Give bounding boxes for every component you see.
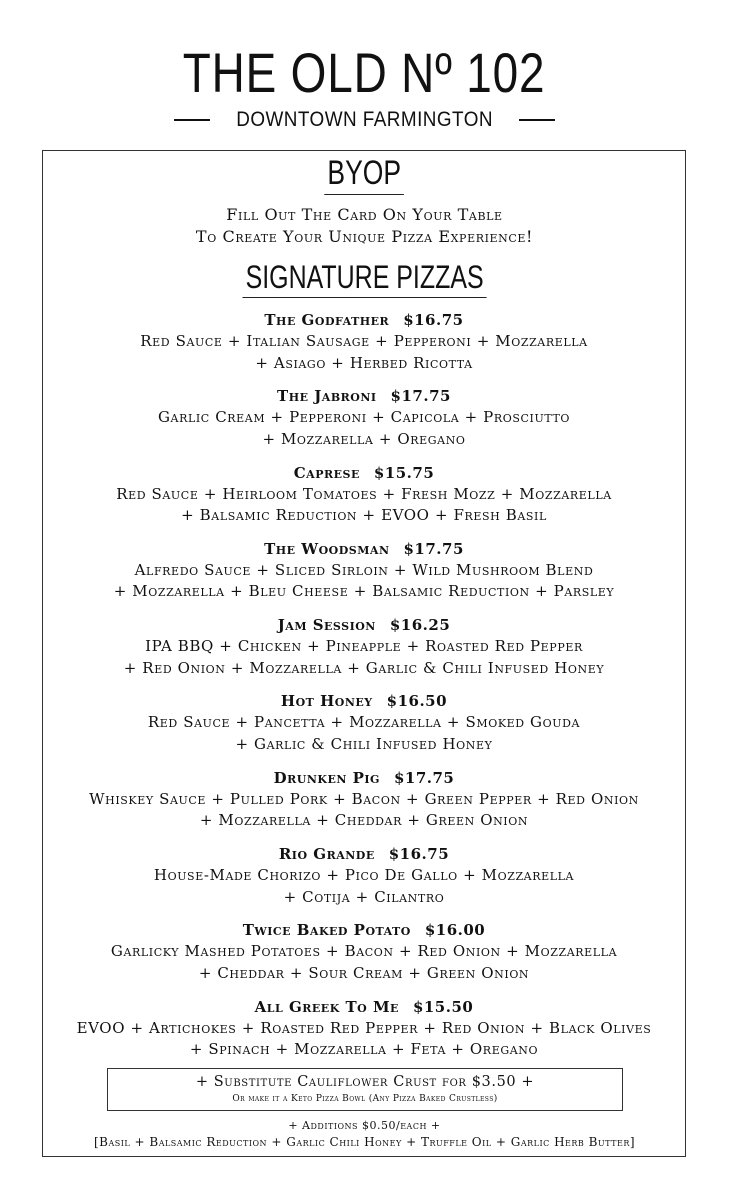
pizza-price: $15.50 bbox=[412, 997, 474, 1016]
pizza-title bbox=[42, 768, 686, 789]
pizza-title bbox=[42, 463, 686, 484]
pizza-name: Caprese bbox=[293, 463, 360, 482]
pizza-item bbox=[42, 539, 686, 615]
byop-instructions bbox=[0, 204, 729, 248]
pizza-ingredients-2: + Mozzarella + Oregano bbox=[262, 429, 466, 448]
pizza-ingredients-2: + Red Onion + Mozzarella + Garlic & Chili Infused Honey bbox=[123, 658, 605, 677]
pizza-title bbox=[42, 920, 686, 941]
pizza-ingredients-2: + Balsamic Reduction + EVOO + Fresh Basil bbox=[181, 506, 547, 525]
pizza-title bbox=[42, 844, 686, 865]
pizza-price: $16.25 bbox=[389, 616, 451, 635]
pizza-item bbox=[42, 386, 686, 462]
location-subtitle bbox=[0, 108, 729, 132]
pizza-name: Drunken Pig bbox=[273, 768, 380, 787]
substitute-crust-text: + Substitute Cauliflower Crust for $3.50 + bbox=[195, 1074, 535, 1090]
left-rule bbox=[174, 119, 210, 121]
pizza-title bbox=[42, 615, 686, 636]
pizza-item bbox=[42, 463, 686, 539]
pizza-ingredients-1: Garlic Cream + Pepperoni + Capicola + Prosciutto bbox=[157, 408, 571, 427]
restaurant-name: THE OLD Nº 102 bbox=[183, 41, 546, 104]
pizza-ingredients-2: + Mozzarella + Cheddar + Green Onion bbox=[199, 811, 529, 830]
pizza-ingredients-2: + Mozzarella + Bleu Cheese + Balsamic Reduction + Parsley bbox=[113, 582, 615, 601]
pizza-title bbox=[42, 310, 686, 331]
pizza-ingredients-1: Alfredo Sauce + Sliced Sirloin + Wild Mushroom Blend bbox=[134, 560, 594, 579]
pizza-ingredients-2: + Asiago + Herbed Ricotta bbox=[255, 353, 473, 372]
pizza-name: Rio Grande bbox=[278, 845, 375, 864]
substitute-crust-box bbox=[107, 1068, 623, 1111]
restaurant-logo bbox=[0, 41, 729, 104]
pizza-name: The Woodsman bbox=[264, 539, 390, 558]
byop-heading bbox=[0, 153, 729, 195]
pizza-item bbox=[42, 615, 686, 691]
pizza-price: $16.75 bbox=[403, 311, 464, 329]
pizza-name: Jam Session bbox=[277, 616, 376, 635]
pizza-item bbox=[42, 920, 686, 996]
pizza-ingredients-1: House-Made Chorizo + Pico De Gallo + Mozzarella bbox=[153, 866, 575, 885]
pizza-item bbox=[42, 310, 686, 386]
pizza-name: The Godfather bbox=[264, 311, 390, 329]
pizza-name: Twice Baked Potato bbox=[242, 921, 411, 940]
pizza-ingredients-2: + Cheddar + Sour Cream + Green Onion bbox=[198, 963, 530, 982]
pizza-ingredients-2: + Cotija + Cilantro bbox=[283, 887, 445, 906]
right-rule bbox=[519, 119, 555, 121]
pizza-ingredients-1: Red Sauce + Pancetta + Mozzarella + Smoked Gouda bbox=[147, 713, 581, 732]
pizza-ingredients-1: Red Sauce + Heirloom Tomatoes + Fresh Mozz + Mozzarella bbox=[116, 484, 612, 503]
pizza-price: $17.75 bbox=[393, 768, 455, 787]
pizza-price: $17.75 bbox=[403, 539, 464, 558]
pizza-name: Hot Honey bbox=[280, 692, 373, 711]
pizza-ingredients-1: IPA BBQ + Chicken + Pineapple + Roasted Red Pepper bbox=[145, 637, 583, 656]
pizza-title bbox=[42, 691, 686, 712]
location-text: DOWNTOWN FARMINGTON bbox=[236, 108, 493, 131]
pizza-list bbox=[42, 310, 686, 1073]
byop-line-1: Fill Out The Card On Your Table bbox=[226, 205, 503, 224]
pizza-ingredients-2: + Spinach + Mozzarella + Feta + Oregano bbox=[189, 1040, 539, 1059]
pizza-item bbox=[42, 844, 686, 920]
pizza-item bbox=[42, 768, 686, 844]
signature-heading bbox=[0, 258, 729, 298]
pizza-price: $15.75 bbox=[373, 463, 435, 482]
additions-section bbox=[0, 1118, 729, 1151]
pizza-title bbox=[42, 386, 686, 407]
pizza-price: $16.00 bbox=[424, 921, 486, 940]
pizza-title bbox=[42, 997, 686, 1018]
pizza-item bbox=[42, 691, 686, 767]
pizza-ingredients-1: EVOO + Artichokes + Roasted Red Pepper + Red Onion + Black Olives bbox=[76, 1018, 652, 1037]
pizza-item bbox=[42, 997, 686, 1073]
pizza-ingredients-2: + Garlic & Chili Infused Honey bbox=[235, 734, 493, 753]
pizza-price: $16.75 bbox=[388, 845, 450, 864]
pizza-ingredients-1: Whiskey Sauce + Pulled Pork + Bacon + Green Pepper + Red Onion bbox=[89, 789, 639, 808]
additions-list: [Basil + Balsamic Reduction + Garlic Chili Honey + Truffle Oil + Garlic Herb Butter] bbox=[93, 1135, 636, 1149]
pizza-name: All Greek To Me bbox=[254, 997, 399, 1016]
pizza-ingredients-1: Red Sauce + Italian Sausage + Pepperoni + Mozzarella bbox=[140, 332, 588, 350]
pizza-price: $17.75 bbox=[390, 387, 451, 406]
keto-bowl-text: Or make it a Keto Pizza Bowl (Any Pizza Baked Crustless) bbox=[232, 1094, 498, 1104]
pizza-title bbox=[42, 539, 686, 560]
signature-heading-text: SIGNATURE PIZZAS bbox=[242, 258, 486, 298]
pizza-price: $16.50 bbox=[386, 692, 448, 711]
byop-heading-text: BYOP bbox=[325, 153, 405, 195]
pizza-ingredients-1: Garlicky Mashed Potatoes + Bacon + Red Onion + Mozzarella bbox=[110, 942, 618, 961]
additions-title: + Additions $0.50/each + bbox=[288, 1119, 441, 1132]
pizza-name: The Jabroni bbox=[277, 387, 377, 406]
byop-line-2: To Create Your Unique Pizza Experience! bbox=[195, 227, 534, 246]
